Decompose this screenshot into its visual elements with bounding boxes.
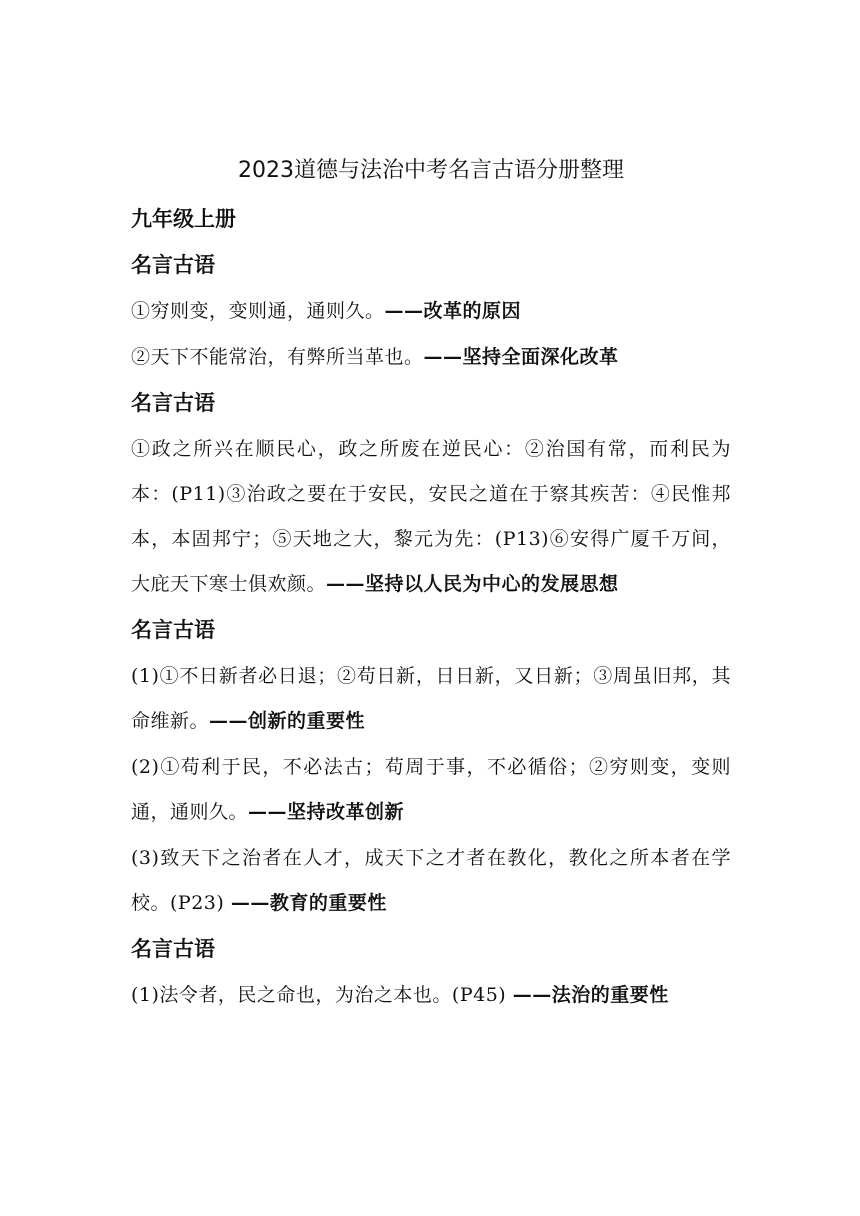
quote-text: (1)①不日新者必日退；②苟日新，日日新，又日新；③周虽旧邦，其命维新。 — [131, 665, 731, 732]
quote-text: (1)法令者，民之命也，为治之本也。(P45) — [131, 984, 513, 1006]
quote-text: ①穷则变，变则通，通则久。 — [131, 300, 385, 322]
document-title: 2023道德与法治中考名言古语分册整理 — [238, 158, 624, 183]
section-heading: 名言古语 — [131, 253, 215, 277]
quote-note: ——教育的重要性 — [230, 892, 387, 914]
quote-item — [131, 335, 731, 380]
quote-item — [131, 973, 731, 1018]
quote-text: (2)①苟利于民，不必法古；苟周于事，不必循俗；②穷则变，变则通，通则久。 — [131, 756, 731, 823]
quote-note: ——坚持全面深化改革 — [423, 346, 619, 368]
quote-item — [131, 654, 731, 744]
document-body — [131, 153, 731, 1019]
quote-text: ②天下不能常治，有弊所当革也。 — [131, 346, 424, 368]
quote-item — [131, 427, 731, 607]
section-heading: 名言古语 — [131, 937, 215, 961]
section-heading: 名言古语 — [131, 618, 215, 642]
quote-item — [131, 289, 731, 334]
quote-note: ——创新的重要性 — [209, 710, 366, 732]
quote-item — [131, 745, 731, 835]
quote-text: (3)致天下之治者在人才，成天下之才者在教化，教化之所本者在学校。(P23) — [131, 847, 731, 914]
section-heading: 名言古语 — [131, 391, 215, 415]
quote-text: ①政之所兴在顺民心，政之所废在逆民心：②治国有常，而利民为本：(P11)③治政之要在于安民，安民之道在于察其疾苦：④民惟邦本，本固邦宁；⑤天地之大，黎元为先：(P13)⑥安得广厦千万间，大庇天下寒士俱欢颜。 — [131, 438, 731, 595]
quote-item — [131, 836, 731, 926]
quote-note: ——坚持改革创新 — [248, 801, 405, 823]
quote-note: ——坚持以人民为中心的发展思想 — [326, 573, 619, 595]
volume-heading: 九年级上册 — [131, 207, 236, 231]
quote-note: ——法治的重要性 — [512, 984, 669, 1006]
quote-note: ——改革的原因 — [384, 300, 522, 322]
